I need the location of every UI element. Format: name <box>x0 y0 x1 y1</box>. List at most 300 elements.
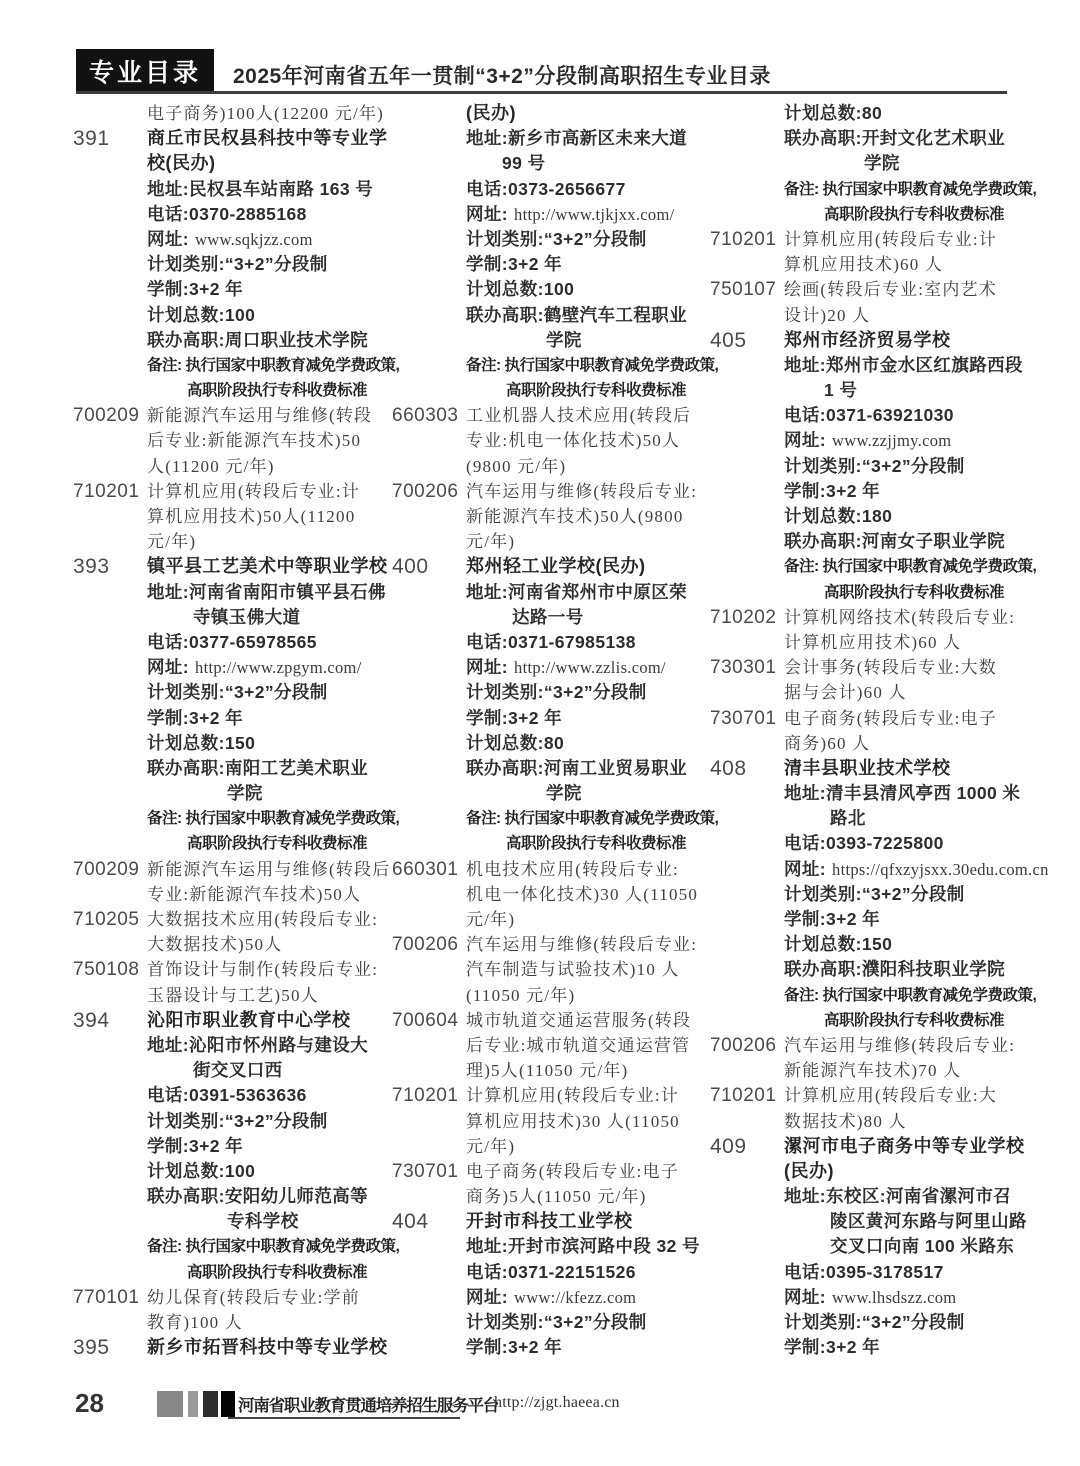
text-line: 郑州轻工业学校(民办) <box>466 556 646 577</box>
text-line: 计划类别:“3+2”分段制 <box>466 228 647 249</box>
entry-body <box>466 479 712 555</box>
entry-body <box>466 1335 712 1360</box>
school-detail-line <box>710 1260 1030 1285</box>
text-line <box>784 857 1049 882</box>
entry-code <box>710 177 784 227</box>
school-entry <box>392 1209 712 1234</box>
website-url: http://www.zzlis.com/ <box>514 658 666 678</box>
text-line: 郑州市经济贸易学校 <box>784 329 951 350</box>
entry-body <box>784 1335 1030 1360</box>
text-line: 人(11200 元/年) <box>147 456 275 476</box>
program-entry <box>392 1083 712 1159</box>
school-detail-line <box>710 907 1030 932</box>
school-detail-line <box>73 655 393 680</box>
school-detail-line <box>710 403 1030 428</box>
entry-body <box>466 932 712 1008</box>
entry-code: 405 <box>710 328 747 352</box>
entry-code <box>710 1260 784 1285</box>
entry-code <box>710 428 784 453</box>
entry-code: 770101 <box>73 1286 140 1308</box>
text-line <box>466 655 712 680</box>
section-badge: 专业目录 <box>76 49 214 92</box>
remark-line <box>392 353 719 403</box>
entry-body <box>784 101 1030 126</box>
school-detail-line <box>73 630 393 655</box>
text-line: 城市轨道交通运营服务(转段 <box>466 1010 692 1030</box>
text-line <box>147 227 393 252</box>
entry-code <box>392 177 466 202</box>
program-entry <box>73 957 393 1007</box>
entry-body <box>147 227 393 252</box>
school-detail-line <box>73 731 393 756</box>
school-detail-line <box>392 731 712 756</box>
entry-code <box>73 630 147 655</box>
entry-body <box>466 1310 712 1335</box>
entry-body <box>147 1184 393 1234</box>
text-line: 学制:3+2 年 <box>466 707 563 728</box>
text-line: 地址:开封市滨河路中段 32 号 <box>466 1236 700 1257</box>
entry-body <box>784 1184 1030 1260</box>
text-line: 学制:3+2 年 <box>784 1337 881 1358</box>
text-line: 备注: 执行国家中职教育减免学费政策, <box>784 986 1037 1004</box>
text-line: 学制:3+2 年 <box>147 1135 244 1156</box>
program-entry <box>710 227 1030 277</box>
text-line: 寺镇玉佛大道 <box>193 606 301 627</box>
entry-code <box>73 655 147 680</box>
entry-body <box>466 731 712 756</box>
entry-code <box>73 1184 147 1234</box>
program-entry <box>710 1033 1030 1083</box>
text-line: 电子商务)100人(12200 元/年) <box>147 104 384 123</box>
entry-body <box>466 1209 712 1234</box>
entry-code <box>392 630 466 655</box>
text-line: (民办) <box>784 1160 834 1181</box>
website-url: http://www.zpgym.com/ <box>195 658 362 678</box>
text-line: 备注: 执行国家中职教育减免学费政策, <box>466 356 719 374</box>
text-line: 高职阶段执行专科收费标准 <box>187 382 368 400</box>
text-line: 联办高职:河南工业贸易职业 <box>466 757 688 778</box>
text-line: 电话:0370-2885168 <box>147 203 307 224</box>
entry-code: 730701 <box>392 1160 459 1182</box>
entry-body <box>784 177 1037 227</box>
school-detail-line <box>710 1285 1030 1310</box>
text-line: 计划类别:“3+2”分段制 <box>784 883 965 904</box>
text-line: 幼儿保育(转段后专业:学前 <box>147 1287 360 1307</box>
school-detail-line <box>392 756 712 806</box>
text-line: 商务)60 人 <box>784 733 871 753</box>
school-detail-line <box>73 277 393 302</box>
text-line: 学院 <box>546 783 582 804</box>
text-line: 算机应用技术)30 人(11050 <box>466 1111 680 1131</box>
decorative-block <box>221 1391 235 1417</box>
text-line: 计划类别:“3+2”分段制 <box>784 1312 965 1333</box>
entry-code <box>392 706 466 731</box>
entry-body <box>784 1260 1030 1285</box>
entry-body <box>147 403 393 479</box>
entry-code <box>392 252 466 277</box>
entry-body <box>784 1285 1030 1310</box>
text-line: 学制:3+2 年 <box>784 480 881 501</box>
school-detail-line <box>392 177 712 202</box>
entry-body <box>147 1033 393 1083</box>
entry-body <box>784 1310 1030 1335</box>
entry-code <box>392 806 466 856</box>
entry-body <box>784 1033 1030 1083</box>
text-line: 计划类别:“3+2”分段制 <box>147 1110 328 1131</box>
school-detail-line <box>392 227 712 252</box>
school-detail-line <box>710 1335 1030 1360</box>
entry-code <box>73 706 147 731</box>
entry-code: 700206 <box>710 1034 777 1056</box>
entry-code <box>710 504 784 529</box>
entry-code <box>73 1159 147 1184</box>
entry-body <box>147 202 393 227</box>
entry-code <box>710 479 784 504</box>
entry-body <box>147 806 400 856</box>
entry-body <box>466 1234 712 1259</box>
text-line: 地址:河南省南阳市镇平县石佛 <box>147 581 386 602</box>
entry-body <box>784 428 1030 453</box>
text-line: (9800 元/年) <box>466 456 567 476</box>
entry-body <box>466 101 712 126</box>
entry-code <box>392 580 466 630</box>
entry-body <box>466 1008 712 1084</box>
program-entry <box>710 605 1030 655</box>
text-line: 电子商务(转段后专业:电子 <box>466 1161 679 1181</box>
entry-body <box>466 303 712 353</box>
text-line: 计算机应用(转段后专业:计 <box>147 481 360 501</box>
entry-code <box>392 202 466 227</box>
text-line: 汽车运用与维修(转段后专业: <box>466 481 698 501</box>
school-detail-line <box>73 1083 393 1108</box>
entry-body <box>466 227 712 252</box>
entry-code <box>73 680 147 705</box>
entry-body <box>466 630 712 655</box>
entry-code <box>73 580 147 630</box>
text-line: 汽车运用与维修(转段后专业: <box>466 935 698 955</box>
field-label: 网址: <box>784 1286 827 1307</box>
program-entry <box>392 857 712 933</box>
text-line: 电话:0373-2656677 <box>466 178 626 199</box>
text-line: 学制:3+2 年 <box>784 909 881 930</box>
text-line: 理)5人(11050 元/年) <box>466 1061 629 1081</box>
school-detail-line <box>710 504 1030 529</box>
school-detail-line <box>73 1134 393 1159</box>
school-detail-line <box>73 1184 393 1234</box>
school-entry <box>710 756 1030 781</box>
text-line: 会计事务(转段后专业:大数 <box>784 658 997 678</box>
school-detail-line <box>392 680 712 705</box>
entry-body <box>147 1335 393 1360</box>
field-label: 网址: <box>784 858 827 879</box>
entry-body <box>784 756 1030 781</box>
entry-code: 393 <box>73 555 110 579</box>
text-line: 高职阶段执行专科收费标准 <box>506 382 687 400</box>
field-label: 网址: <box>466 1286 509 1307</box>
entry-body <box>784 655 1030 705</box>
text-line: 计算机应用技术)60 人 <box>784 632 962 652</box>
text-line: 后专业:新能源汽车技术)50 <box>147 431 362 451</box>
school-detail-line <box>710 479 1030 504</box>
text-line: 电话:0371-22151526 <box>466 1261 636 1282</box>
text-line: 计划类别:“3+2”分段制 <box>147 682 328 703</box>
text-line: 地址:郑州市金水区红旗路西段 <box>784 354 1023 375</box>
entry-code <box>73 252 147 277</box>
program-entry <box>73 1285 393 1335</box>
entry-code: 710201 <box>392 1085 459 1107</box>
entry-body <box>784 781 1030 831</box>
text-line: 电话:0391-5363636 <box>147 1085 307 1106</box>
text-line: 汽车制造与试验技术)10 人 <box>466 960 680 980</box>
entry-body <box>466 1159 712 1209</box>
school-detail-line <box>392 630 712 655</box>
text-line: 清丰县职业技术学校 <box>784 757 951 778</box>
entry-body <box>784 504 1030 529</box>
entry-code <box>710 454 784 479</box>
entry-body <box>784 479 1030 504</box>
text-line: 计划类别:“3+2”分段制 <box>784 455 965 476</box>
entry-code <box>710 907 784 932</box>
entry-code <box>73 806 147 856</box>
entry-body <box>466 403 712 479</box>
entry-code <box>73 731 147 756</box>
text-line <box>784 428 1030 453</box>
text-line: 地址:新乡市高新区未来大道 <box>466 128 688 149</box>
entry-body <box>784 983 1037 1033</box>
text-line: 元/年) <box>466 1136 516 1156</box>
entry-body <box>147 1109 393 1134</box>
text-line: 电话:0393-7225800 <box>784 833 944 854</box>
entry-body <box>784 1083 1030 1133</box>
text-line: 电话:0371-67985138 <box>466 631 636 652</box>
school-detail-line <box>710 126 1030 176</box>
entry-code <box>73 177 147 202</box>
entry-code: 710201 <box>710 1085 777 1107</box>
entry-body <box>147 177 393 202</box>
catalog-column-3 <box>710 101 1049 1360</box>
entry-body <box>147 126 393 176</box>
entry-body <box>784 454 1030 479</box>
text-line: 计划类别:“3+2”分段制 <box>466 1312 647 1333</box>
entry-code <box>710 1310 784 1335</box>
entry-body <box>147 1083 393 1108</box>
entry-code: 409 <box>710 1134 747 1158</box>
text-line: 电话:0377-65978565 <box>147 631 317 652</box>
entry-body <box>147 479 393 555</box>
school-detail-line <box>73 580 393 630</box>
program-entry <box>710 1083 1030 1133</box>
entry-body <box>147 731 393 756</box>
entry-body <box>147 1134 393 1159</box>
header-rule <box>76 91 1007 94</box>
program-entry <box>73 101 393 126</box>
entry-code <box>73 303 147 328</box>
entry-body <box>466 1083 712 1159</box>
school-detail-line <box>73 1109 393 1134</box>
text-line: 备注: 执行国家中职教育减免学费政策, <box>147 1238 400 1256</box>
entry-body <box>466 706 712 731</box>
entry-code <box>392 1285 466 1310</box>
school-detail-line <box>392 580 712 630</box>
entry-body <box>784 328 1030 353</box>
entry-body <box>147 328 393 353</box>
entry-code: 660301 <box>392 858 459 880</box>
school-detail-line <box>392 126 712 176</box>
entry-code: 750107 <box>710 279 777 301</box>
entry-body <box>147 353 400 403</box>
entry-code <box>73 1109 147 1134</box>
text-line: 商务)5人(11050 元/年) <box>466 1187 647 1207</box>
entry-body <box>147 857 393 907</box>
entry-code <box>73 1234 147 1284</box>
entry-code: 395 <box>73 1336 110 1360</box>
text-line: 漯河市电子商务中等专业学校 <box>784 1135 1025 1156</box>
field-label: 网址: <box>784 430 827 451</box>
entry-code <box>73 328 147 353</box>
school-entry <box>73 1335 393 1360</box>
website-url: www.lhsdszz.com <box>832 1287 957 1307</box>
entry-body <box>466 126 712 176</box>
text-line: 学制:3+2 年 <box>466 1337 563 1358</box>
school-detail-line <box>73 706 393 731</box>
school-detail-line <box>392 252 712 277</box>
entry-body <box>466 580 712 630</box>
school-detail-line <box>73 756 393 806</box>
entry-code <box>73 1134 147 1159</box>
entry-code <box>392 1335 466 1360</box>
text-line: 地址:河南省郑州市中原区荣 <box>466 581 688 602</box>
program-entry <box>392 932 712 1008</box>
school-detail-line <box>73 1159 393 1184</box>
program-entry <box>73 857 393 907</box>
entry-code: 730701 <box>710 707 777 729</box>
decorative-block <box>203 1391 218 1417</box>
school-detail-line <box>392 202 712 227</box>
text-line: 计划类别:“3+2”分段制 <box>466 682 647 703</box>
entry-code <box>710 554 784 604</box>
entry-body <box>147 756 393 806</box>
entry-code <box>710 529 784 554</box>
text-line: 工业机器人技术应用(转段后 <box>466 406 692 426</box>
entry-code <box>710 126 784 176</box>
remark-line <box>710 177 1037 227</box>
entry-code <box>392 680 466 705</box>
text-line <box>784 1285 1030 1310</box>
entry-code <box>392 126 466 176</box>
entry-body <box>466 277 712 302</box>
school-detail-line <box>392 1285 712 1310</box>
footer-url: http://zjgt.haeea.cn <box>494 1394 620 1411</box>
entry-body <box>784 706 1030 756</box>
text-line: 新能源汽车技术)70 人 <box>784 1061 962 1081</box>
school-detail-line <box>710 1310 1030 1335</box>
text-line: 备注: 执行国家中职教育减免学费政策, <box>466 810 719 828</box>
text-line: 高职阶段执行专科收费标准 <box>506 835 687 853</box>
entry-code <box>710 957 784 982</box>
text-line: 专业:机电一体化技术)50人 <box>466 431 681 451</box>
text-line: 地址:民权县车站南路 163 号 <box>147 178 374 199</box>
entry-code: 391 <box>73 127 110 151</box>
entry-body <box>784 353 1030 403</box>
school-detail-line <box>392 1335 712 1360</box>
entry-code <box>710 403 784 428</box>
remark-line <box>73 353 400 403</box>
text-line: (11050 元/年) <box>466 985 576 1005</box>
entry-code <box>710 983 784 1033</box>
text-line: 元/年) <box>466 532 516 552</box>
school-detail-line <box>710 454 1030 479</box>
text-line: 据与会计)60 人 <box>784 683 907 703</box>
school-detail-line <box>392 277 712 302</box>
remark-line <box>392 806 719 856</box>
text-line: 算机应用技术)50人(11200 <box>147 507 356 526</box>
text-line: 学制:3+2 年 <box>147 279 244 300</box>
program-entry <box>392 1008 712 1084</box>
entry-body <box>147 706 393 731</box>
program-entry <box>710 277 1030 327</box>
school-detail-line <box>392 1310 712 1335</box>
text-line: 计划类别:“3+2”分段制 <box>147 254 328 275</box>
entry-code <box>392 101 466 126</box>
text-line: 电话:0371-63921030 <box>784 405 954 426</box>
entry-body <box>466 756 712 806</box>
entry-body <box>784 277 1030 327</box>
school-entry <box>73 1008 393 1033</box>
entry-body <box>784 126 1030 176</box>
entry-code <box>392 655 466 680</box>
entry-code: 700206 <box>392 934 459 956</box>
school-detail-line <box>710 957 1030 982</box>
school-detail-line <box>710 857 1049 882</box>
entry-body <box>784 529 1030 554</box>
school-detail-line <box>710 831 1030 856</box>
entry-code <box>392 303 466 353</box>
entry-body <box>466 252 712 277</box>
text-line: 机电一体化技术)30 人(11050 <box>466 884 699 904</box>
text-line: 计划总数:80 <box>466 732 565 753</box>
entry-body <box>147 1285 393 1335</box>
text-line: 沁阳市职业教育中心学校 <box>147 1009 351 1030</box>
school-detail-line <box>73 1033 393 1083</box>
text-line: 校(民办) <box>147 153 216 174</box>
entry-body <box>466 177 712 202</box>
entry-code <box>710 882 784 907</box>
text-line: 99 号 <box>502 153 546 174</box>
text-line: 新能源汽车运用与维修(转段 <box>147 406 373 426</box>
school-detail-line <box>392 706 712 731</box>
school-detail-line <box>73 177 393 202</box>
text-line: 新能源汽车技术)50人(9800 <box>466 507 684 526</box>
text-line: 陵区黄河东路与阿里山路 <box>830 1211 1027 1232</box>
text-line: 高职阶段执行专科收费标准 <box>187 1263 368 1281</box>
entry-body <box>466 353 719 403</box>
entry-code <box>392 1234 466 1259</box>
entry-body <box>147 554 393 579</box>
program-entry <box>73 479 393 555</box>
text-line: 联办高职:周口职业技术学院 <box>147 329 369 350</box>
field-label: 网址: <box>466 657 509 678</box>
entry-body <box>147 907 393 957</box>
program-entry <box>392 1159 712 1209</box>
entry-code <box>710 781 784 831</box>
footer-decorative-blocks <box>157 1391 235 1417</box>
page-number: 28 <box>75 1388 104 1418</box>
entry-body <box>784 857 1049 882</box>
school-entry-continuation <box>392 101 712 126</box>
text-line: 大数据技术)50人 <box>147 935 283 955</box>
text-line: 地址:清丰县清风亭西 1000 米 <box>784 783 1021 804</box>
entry-code: 404 <box>392 1210 429 1234</box>
